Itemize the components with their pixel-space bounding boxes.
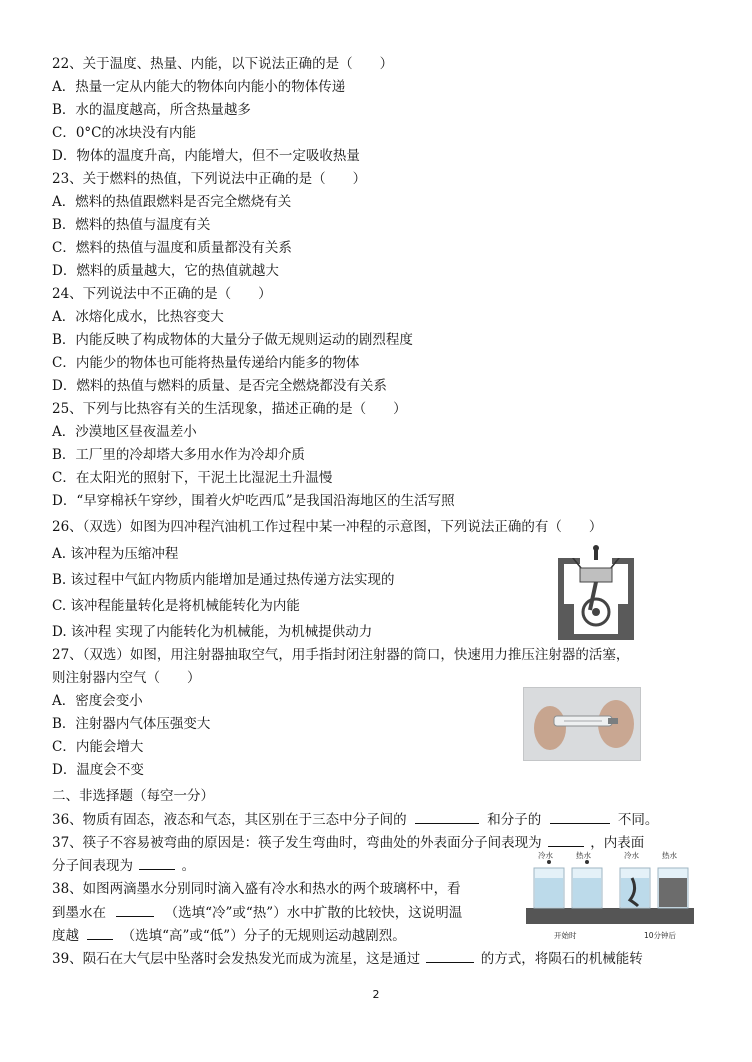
q27-option-c: C．内能会增大 — [52, 739, 144, 755]
q22-option-d: D．物体的温度升高，内能增大，但不一定吸收热量 — [52, 148, 360, 164]
q27-stem: 27、（双选）如图，用注射器抽取空气，用手指封闭注射器的筒口，快速用力推压注射器的活塞， — [52, 647, 630, 663]
q25-option-c: C．在太阳光的照射下，干泥土比湿泥土升温慢 — [52, 470, 333, 486]
q26-option-a: A. 该冲程为压缩冲程 — [52, 546, 179, 562]
q22-stem: 22、关于温度、热量、内能，以下说法正确的是（ ） — [52, 56, 394, 72]
q37-text-c: 分子间表现为 — [52, 858, 133, 874]
q37-text-a: 37、筷子不容易被弯曲的原因是：筷子发生弯曲时，弯曲处的外表面分子间表现为 — [52, 835, 542, 851]
q36-line — [52, 809, 658, 830]
q24-option-d: D．燃料的热值与燃料的质量、是否完全燃烧都没有关系 — [52, 378, 387, 394]
q25-option-a: A．沙漠地区昼夜温差小 — [52, 424, 197, 440]
page-number: 2 — [372, 988, 380, 1001]
q36-blank-2[interactable] — [550, 809, 610, 824]
beaker-label-3: 冷水 — [624, 851, 639, 860]
beaker-label-1: 冷水 — [538, 851, 553, 860]
q25-option-b: B．工厂里的冷却塔大多用水作为冷却介质 — [52, 447, 305, 463]
q25-stem: 25、下列与比热容有关的生活现象，描述正确的是（ ） — [52, 401, 407, 417]
q23-option-d: D．燃料的质量越大，它的热值就越大 — [52, 263, 279, 279]
q37-blank-1[interactable] — [548, 832, 584, 847]
q36-text-a: 36、物质有固态，液态和气态，其区别在于三态中分子间的 — [52, 812, 407, 828]
q38-blank-1[interactable] — [116, 902, 154, 917]
q39-text-b: 的方式，将陨石的机械能转 — [480, 951, 643, 967]
q22-option-c: C．0°C的冰块没有内能 — [52, 125, 196, 141]
q26-option-b: B. 该过程中气缸内物质内能增加是通过热传递方法实现的 — [52, 572, 395, 588]
q23-stem: 23、关于燃料的热值，下列说法中正确的是（ ） — [52, 171, 367, 187]
q37-line-2 — [52, 855, 195, 876]
q26-option-c: C. 该冲程能量转化是将机械能转化为内能 — [52, 598, 300, 614]
q27-stem-cont: 则注射器内空气（ ） — [52, 670, 201, 686]
q36-blank-1[interactable] — [415, 809, 479, 824]
q23-option-c: C．燃料的热值与温度和质量都没有关系 — [52, 240, 292, 256]
q36-text-b: 和分子的 — [487, 812, 542, 828]
engine-diagram — [558, 544, 634, 640]
beaker-caption-start: 开始时 — [554, 931, 577, 940]
q38-line-2 — [52, 902, 462, 923]
q38-text-b: 到墨水在 — [52, 905, 106, 921]
q37-text-b: ，内表面 — [590, 835, 645, 851]
q22-option-b: B．水的温度越高，所含热量越多 — [52, 102, 251, 118]
beaker-label-2: 热水 — [576, 851, 591, 860]
q38-text-d: 度越 — [52, 928, 79, 944]
section-heading: 二、非选择题（每空一分） — [52, 788, 214, 804]
q24-option-b: B．内能反映了构成物体的大量分子做无规则运动的剧烈程度 — [52, 332, 413, 348]
beaker-caption-end: 10分钟后 — [644, 931, 677, 940]
q39-line — [52, 948, 643, 969]
q26-stem: 26、（双选）如图为四冲程汽油机工作过程中某一冲程的示意图，下列说法正确的有（ ） — [52, 519, 603, 535]
q24-option-c: C．内能少的物体也可能将热量传递给内能多的物体 — [52, 355, 360, 371]
syringe-photo — [523, 687, 641, 761]
q39-blank-1[interactable] — [426, 948, 474, 963]
q24-stem: 24、下列说法中不正确的是（ ） — [52, 286, 272, 302]
q36-text-c: 不同。 — [617, 812, 659, 828]
q38-blank-2[interactable] — [87, 925, 113, 940]
q27-option-b: B．注射器内气体压强变大 — [52, 716, 211, 732]
q22-option-a: A．热量一定从内能大的物体向内能小的物体传递 — [52, 79, 346, 95]
q39-text-a: 39、陨石在大气层中坠落时会发热发光而成为流星，这是通过 — [52, 951, 421, 967]
q27-option-d: D．温度会不变 — [52, 762, 144, 778]
q24-option-a: A．冰熔化成水，比热容变大 — [52, 309, 224, 325]
q37-blank-2[interactable] — [139, 855, 175, 870]
q38-text-e: （选填“高”或“低”）分子的无规则运动越剧烈。 — [121, 928, 406, 944]
q26-option-d: D. 该冲程 实现了内能转化为机械能，为机械提供动力 — [52, 624, 373, 640]
q25-option-d: D．“早穿棉袄午穿纱，围着火炉吃西瓜”是我国沿海地区的生活写照 — [52, 493, 455, 509]
q38-line-1: 38、如图两滴墨水分别同时滴入盛有冷水和热水的两个玻璃杯中，看 — [52, 881, 461, 897]
q27-option-a: A．密度会变小 — [52, 693, 143, 709]
q37-text-d: 。 — [181, 858, 196, 874]
q38-line-3 — [52, 925, 406, 946]
q38-text-c: （选填“冷”或“热”）水中扩散的比较快，这说明温 — [164, 905, 463, 921]
q23-option-b: B．燃料的热值与温度有关 — [52, 217, 211, 233]
beaker-label-4: 热水 — [662, 851, 677, 860]
beaker-figure — [520, 848, 698, 944]
q23-option-a: A．燃料的热值跟燃料是否完全燃烧有关 — [52, 194, 292, 210]
